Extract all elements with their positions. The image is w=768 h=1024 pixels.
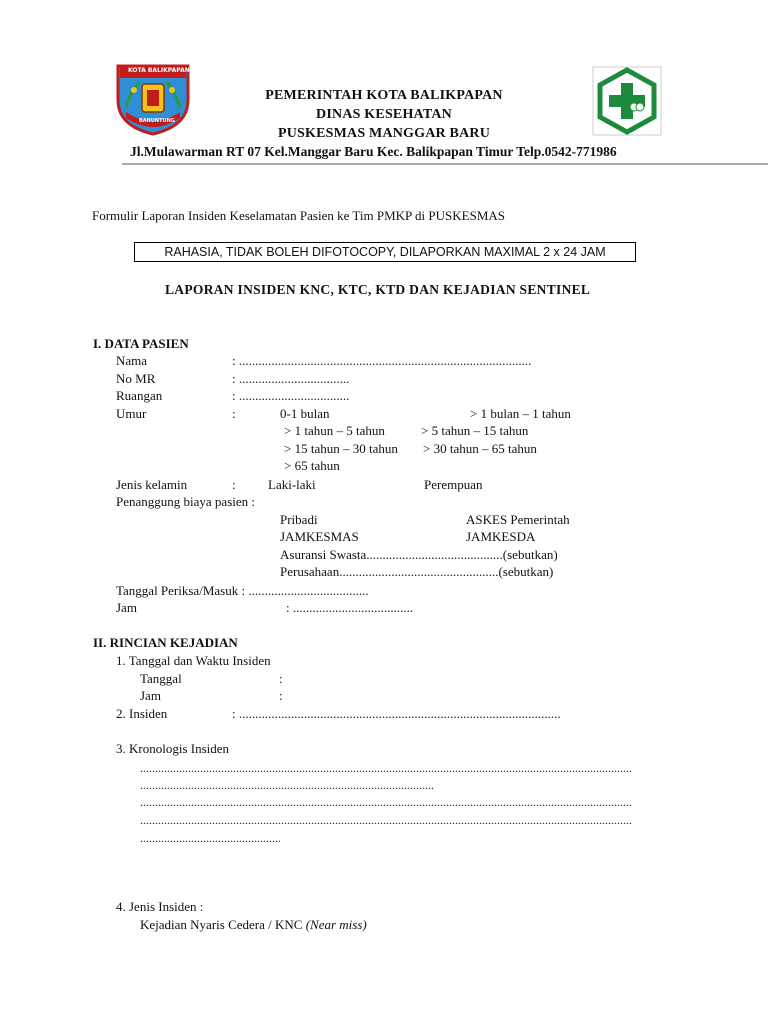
umur-label: Umur [116,406,147,421]
jenis-kelamin-label: Jenis kelamin [116,477,188,492]
tanggal-periksa-field[interactable]: Tanggal Periksa/Masuk : ..................................... [116,583,369,598]
insiden-field[interactable]: : ................................................................................................... [232,706,561,721]
umur-colon: : [232,406,236,421]
ruangan-label: Ruangan [116,388,163,403]
report-title: LAPORAN INSIDEN KNC, KTC, KTD DAN KEJADIAN SENTINEL [165,282,591,297]
biaya-option[interactable]: Pribadi [280,512,318,527]
section-data-pasien-heading: I. DATA PASIEN [93,336,189,351]
biaya-option[interactable]: ASKES Pemerintah [466,512,570,527]
umur-option[interactable]: > 1 bulan – 1 tahun [470,406,571,421]
kronologis-line[interactable]: .................................................................................................................................................................... [140,795,632,809]
nomr-field[interactable]: : .................................. [232,371,350,386]
header-line-2: DINAS KESEHATAN [316,107,452,122]
umur-option[interactable]: > 65 tahun [284,458,340,473]
crest-text-top: KOTA BALIKPAPAN [128,67,190,74]
kronologis-label: 3. Kronologis Insiden [116,741,230,756]
header-divider [122,163,768,165]
umur-option[interactable]: > 30 tahun – 65 tahun [423,441,537,456]
puskesmas-logo [592,66,662,136]
jenis-kelamin-colon: : [232,477,236,492]
kronologis-line[interactable]: .................................................................................................................................................................... [140,761,632,775]
biaya-option-perusahaan[interactable]: Perusahaan.................................................(sebutkan) [280,564,554,579]
tanggal-waktu-label: 1. Tanggal dan Waktu Insiden [116,653,271,668]
umur-option[interactable]: > 15 tahun – 30 tahun [284,441,398,456]
insiden-jam-label: Jam [140,688,161,703]
insiden-jam-colon[interactable]: : [279,688,283,703]
form-title: Formulir Laporan Insiden Keselamatan Pasien ke Tim PMKP di PUSKESMAS [92,208,505,223]
jk-option-perempuan[interactable]: Perempuan [424,477,483,492]
jk-option-laki[interactable]: Laki-laki [268,477,316,492]
kronologis-line[interactable]: ............................................... [140,831,281,845]
insiden-label: 2. Insiden [116,706,168,721]
insiden-tanggal-colon[interactable]: : [279,671,283,686]
section-rincian-heading: II. RINCIAN KEJADIAN [93,635,238,650]
jenis-insiden-label: 4. Jenis Insiden : [116,899,204,914]
kronologis-line[interactable]: .................................................................................................. [140,778,434,792]
nomr-label: No MR [116,371,156,386]
biaya-option-asuransi[interactable]: Asuransi Swasta..........................................(sebutkan) [280,547,558,562]
header-address: Jl.Mulawarman RT 07 Kel.Manggar Baru Kec. Balikpapan Timur Telp.0542-771986 [130,144,617,159]
header-line-3: PUSKESMAS MANGGAR BARU [277,126,491,141]
knc-option[interactable]: Kejadian Nyaris Cedera / KNC (Near miss) [140,917,367,932]
umur-option[interactable]: > 1 tahun – 5 tahun [284,423,385,438]
crest-text-bottom: BANUNTUNG [139,118,175,124]
umur-option[interactable]: 0-1 bulan [280,406,330,421]
nama-field[interactable]: : .......................................................................................... [232,353,532,368]
biaya-option[interactable]: JAMKESDA [466,529,536,544]
header-line-1: PEMERINTAH KOTA BALIKPAPAN [265,88,503,103]
insiden-tanggal-label: Tanggal [140,671,182,686]
ruangan-field[interactable]: : .................................. [232,388,350,403]
nama-label: Nama [116,353,148,368]
umur-option[interactable]: > 5 tahun – 15 tahun [421,423,529,438]
jam-field[interactable]: : ..................................... [286,600,414,615]
confidential-notice: RAHASIA, TIDAK BOLEH DIFOTOCOPY, DILAPORKAN MAXIMAL 2 x 24 JAM [134,242,636,262]
kronologis-line[interactable]: .................................................................................................................................................................... [140,813,632,827]
jam-label: Jam [116,600,137,615]
biaya-option[interactable]: JAMKESMAS [280,529,359,544]
penanggung-biaya-label: Penanggung biaya pasien : [116,494,255,509]
